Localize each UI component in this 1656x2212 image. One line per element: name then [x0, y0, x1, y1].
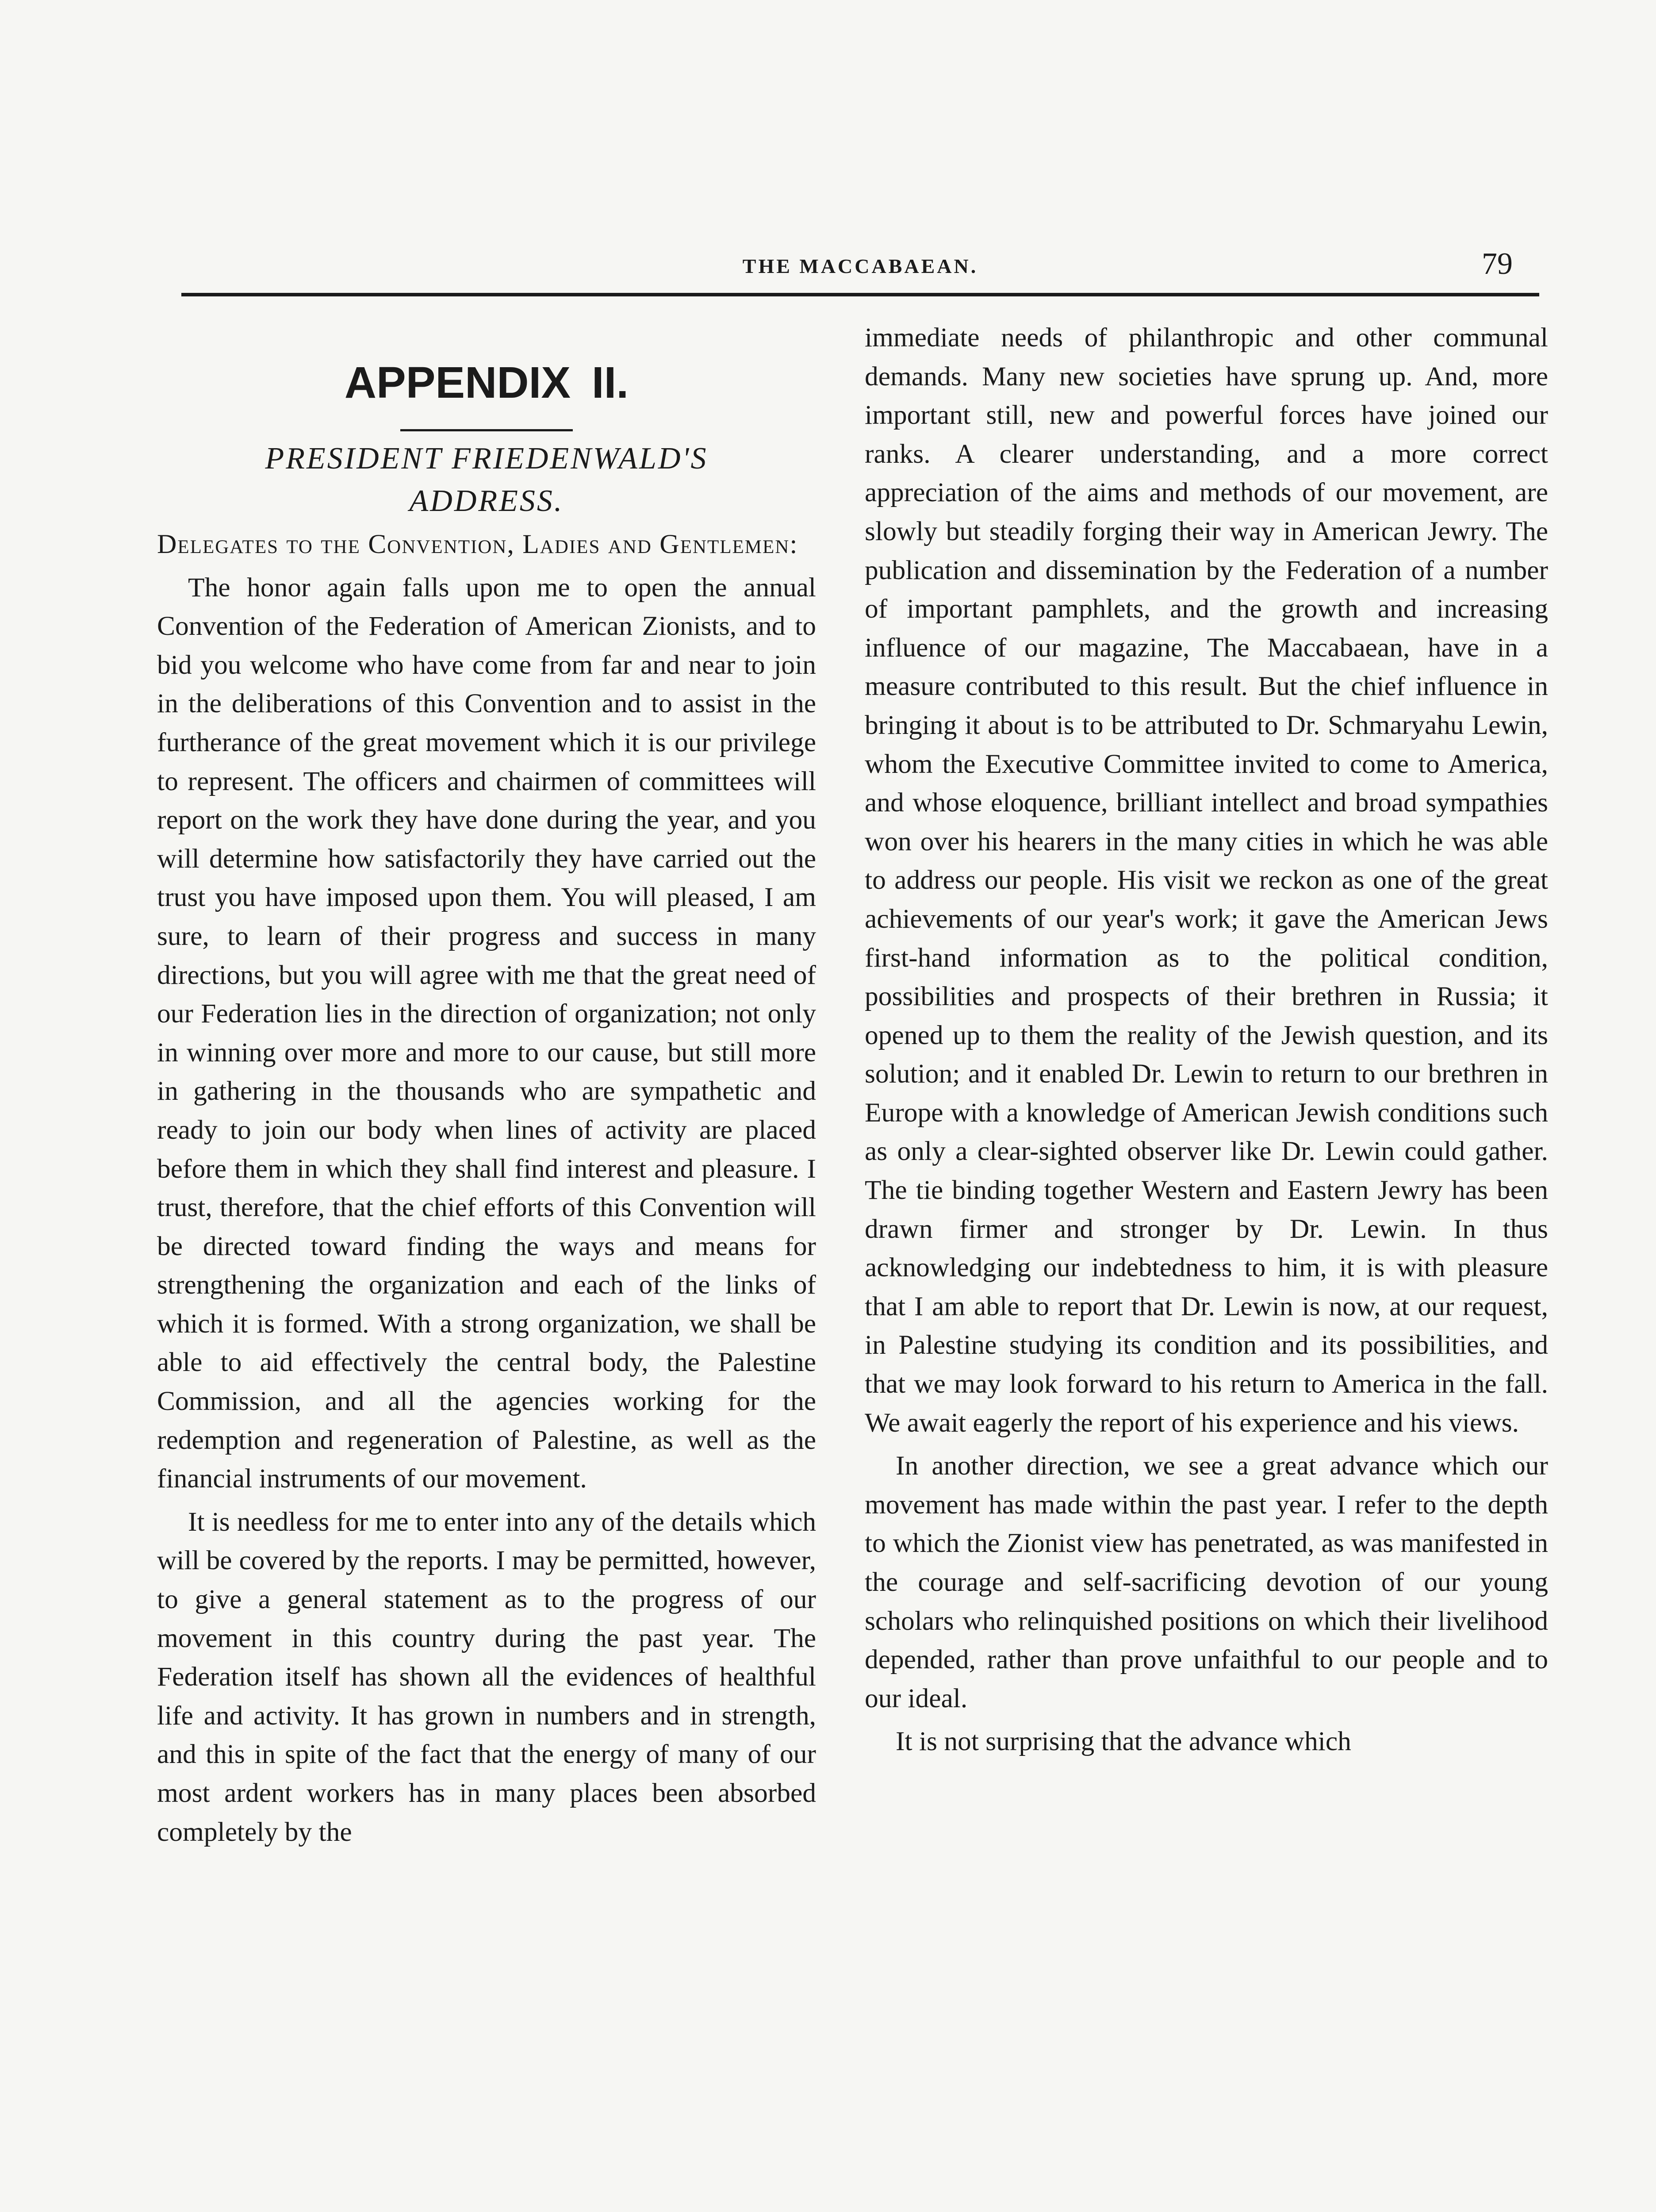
page-number: 79 [1482, 247, 1513, 281]
paragraph: In another direction, we see a great advance which our movement has made within the past year. I refer to the depth to which the Zionist view has penetrated, as was manifested in the courage and self-sacrificing devotion of our young scholars who relinquished positions on which their livelihood depended, rather than prove unfaithful to our people and to our ideal. [865, 1451, 1548, 1713]
journal-title: THE MACCABAEAN. [742, 255, 978, 277]
appendix-title: APPENDIX II. [344, 358, 629, 407]
right-column [865, 319, 1548, 1761]
address-subtitle-line-2: ADDRESS. [409, 484, 564, 518]
address-subtitle-line-1: PRESIDENT FRIEDENWALD'S [265, 442, 708, 476]
left-column [157, 354, 816, 1851]
paragraph: immediate needs of philanthropic and other communal demands. Many new societies have sprung up. And, more important still, new and powerful forces have joined our ranks. A clearer understanding, and a more correct appreciation of the aims and methods of our movement, are slowly but steadily forging their way in American Jewry. The publication and dissemination by the Federation of a number of important pamphlets, and the growth and increasing influence of our magazine, The Maccabaean, have in a measure contributed to this result. But the chief influence in bringing it about is to be attributed to Dr. Schmaryahu Lewin, whom the Executive Committee invited to come to America, and whose eloquence, brilliant intellect and broad sympathies won over his hearers in the many cities in which he was able to address our people. His visit we reckon as one of the great achievements of our year's work; it gave the American Jews first-hand information as to the political condition, possibilities and prospects of their brethren in Russia; it opened up to them the reality of the Jewish question, and its solution; and it enabled Dr. Lewin to return to our brethren in Europe with a knowledge of American Jewish conditions such as only a clear-sighted observer like Dr. Lewin could gather. The tie binding together Western and Eastern Jewry has been drawn firmer and stronger by Dr. Lewin. In thus acknowledging our indebtedness to him, it is with pleasure that I am able to report that Dr. Lewin is now, at our request, in Palestine studying its condition and its possibilities, and that we may look forward to his return to America in the fall. We await eagerly the report of his experience and his views. [865, 323, 1548, 1438]
paragraph: It is needless for me to enter into any of the details which will be covered by the reports. I may be permitted, however, to give a general statement as to the progress of our movement in this country during the past year. The Federation itself has shown all the evidences of healthful life and activity. It has grown in numbers and in strength, and this in spite of the fact that the energy of many of our most ardent workers has in many places been absorbed completely by the [157, 1506, 816, 1847]
running-header [181, 247, 1539, 290]
title-rule [400, 429, 573, 431]
salutation: Delegates to the Convention, Ladies and Gentlemen: [157, 529, 798, 559]
paragraph: It is not surprising that the advance which [896, 1726, 1351, 1757]
paragraph: The honor again falls upon me to open the annual Convention of the Federation of American Zionists, and to bid you welcome who have come from far and near to join in the deliberations of this Convention and to assist in the furtherance of the great movement which it is our privilege to represent. The officers and chairmen of committees will report on the work they have done during the year, and you will determine how satisfactorily they have carried out the trust you have imposed upon them. You will pleased, I am sure, to learn of their progress and success in many directions, but you will agree with me that the great need of our Federation lies in the direction of organization; not only in winning over more and more to our cause, but still more in gathering in the thousands who are sympathetic and ready to join our body when lines of activity are placed before them in which they shall find interest and pleasure. I trust, therefore, that the chief efforts of this Convention will be directed toward finding the ways and means for strengthening the organization and each of the links of which it is formed. With a strong organization, we shall be able to aid effectively the central body, the Palestine Commission, and all the agencies working for the redemption and regeneration of Palestine, as well as the financial instruments of our movement. [157, 572, 816, 1494]
header-rule [181, 293, 1539, 296]
